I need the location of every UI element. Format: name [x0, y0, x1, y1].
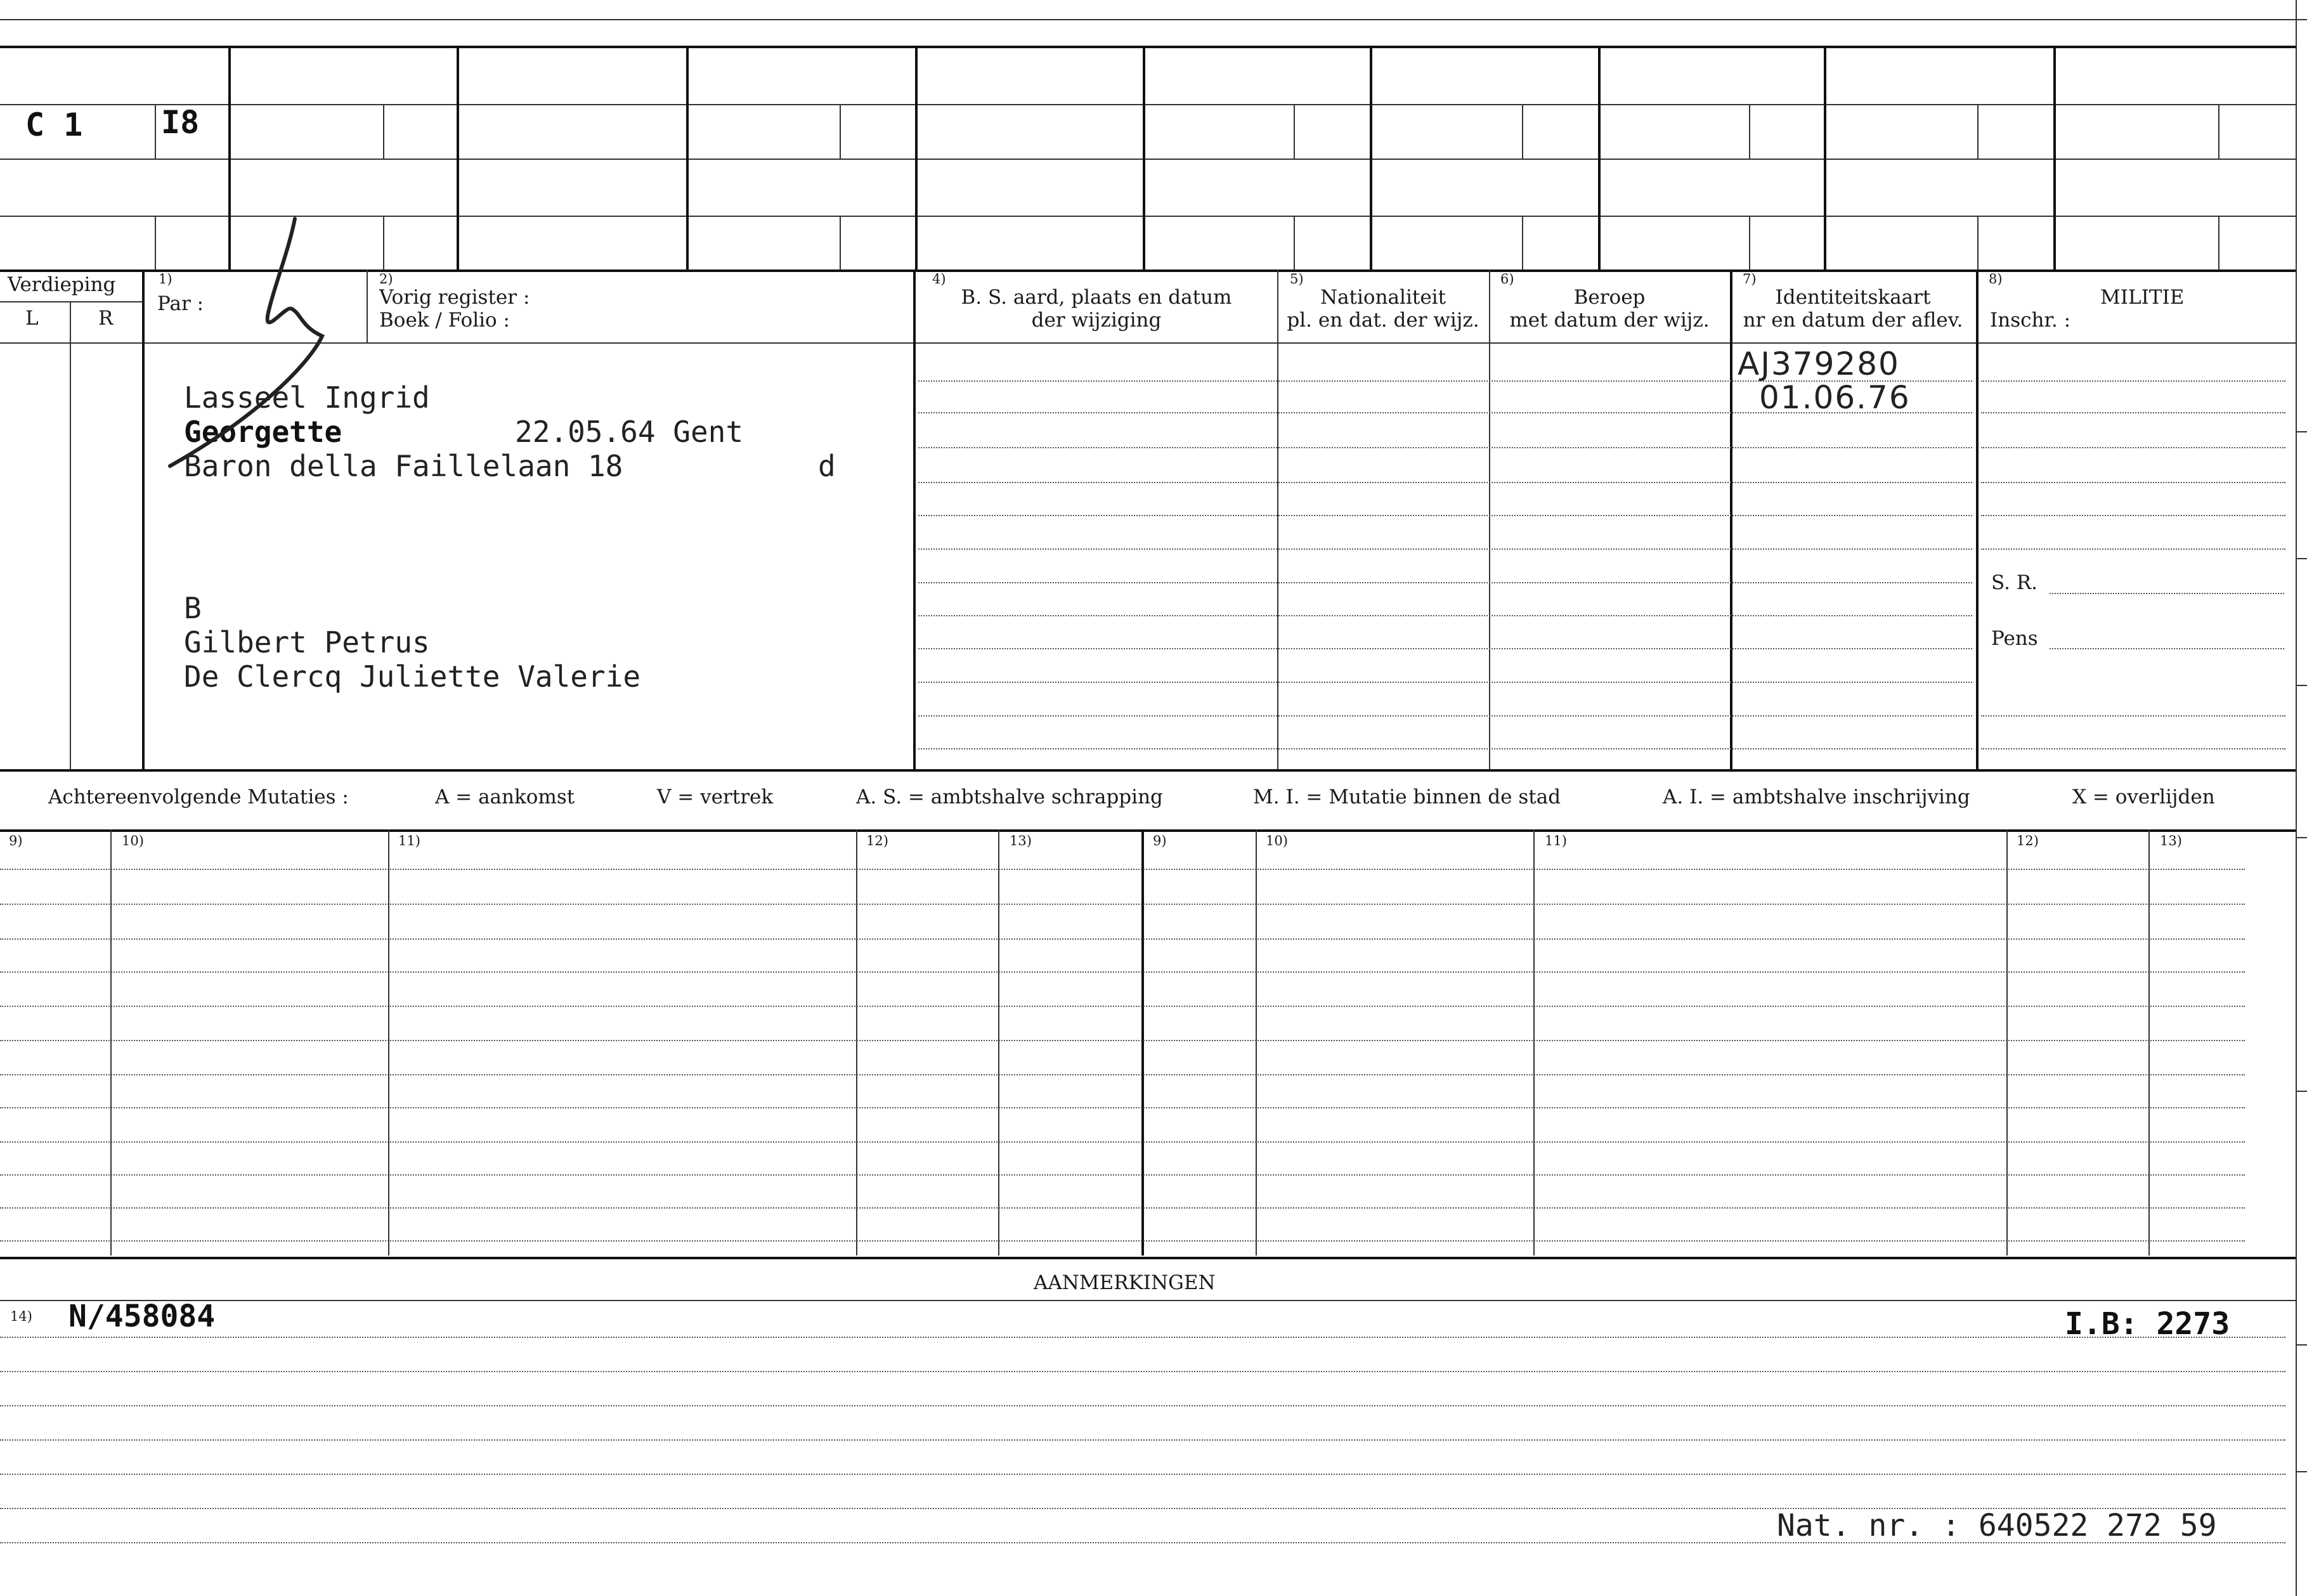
- profession-line1: Beroep: [1573, 286, 1646, 309]
- profession-header: [1490, 287, 1729, 332]
- militie-label: MILITIE: [2100, 286, 2185, 309]
- previous-register-label: Vorig register :: [379, 286, 530, 309]
- mut-left-col12: 12): [866, 833, 888, 848]
- mut-right-col9: 9): [1153, 833, 1167, 848]
- mut-left-col9: 9): [9, 833, 23, 848]
- top-edge-line: [0, 19, 2307, 20]
- ib-number: I.B: 2273: [2065, 1306, 2230, 1342]
- profession-line2: met datum der wijz.: [1509, 308, 1710, 332]
- mut-right-col12: 12): [2017, 833, 2039, 848]
- mutations-bottom-line: [0, 1257, 2296, 1259]
- sequence-code: I8: [161, 104, 200, 141]
- col2-number: 2): [379, 271, 393, 287]
- birth-date-place: 22.05.64 Gent: [515, 415, 744, 449]
- nationality-line1: Nationaliteit: [1320, 286, 1446, 309]
- person-section-bottom: [0, 769, 2296, 772]
- national-number: Nat. nr. : 640522 272 59: [1777, 1508, 2217, 1543]
- remarks-top-line: [0, 1300, 2296, 1301]
- mut-right-col10: 10): [1266, 833, 1288, 848]
- col1-number: 1): [159, 271, 172, 287]
- civil-status-header: [916, 287, 1277, 332]
- col5-number: 5): [1290, 271, 1304, 287]
- col8-number: 8): [1989, 271, 2003, 287]
- mutations-top-line: [0, 829, 2296, 832]
- id-card-number: AJ379280: [1738, 346, 1900, 382]
- mut-left-col13: 13): [1010, 833, 1032, 848]
- remarks-number: 14): [10, 1309, 32, 1324]
- person-given-name: Georgette: [184, 415, 342, 449]
- remarks-code: N/458084: [68, 1299, 216, 1334]
- legend-internal-move: M. I. = Mutatie binnen de stad: [1253, 786, 1561, 808]
- address-mark: d: [818, 449, 836, 483]
- pens-label: Pens: [1991, 627, 2038, 650]
- mut-right-col13: 13): [2160, 833, 2182, 848]
- parents-code: B: [184, 591, 202, 625]
- address: Baron della Faillelaan 18: [184, 449, 623, 483]
- person-name: Lasseel Ingrid: [184, 380, 430, 415]
- legend-arrival: A = aankomst: [435, 786, 575, 808]
- pen-stroke-mark: [165, 212, 342, 479]
- legend-death: X = overlijden: [2072, 786, 2215, 808]
- legend-official-removal: A. S. = ambtshalve schrapping: [856, 786, 1163, 808]
- id-card-header: [1731, 287, 1975, 332]
- remarks-title: AANMERKINGEN: [1034, 1271, 1216, 1294]
- id-card-line2: nr en datum der aflev.: [1743, 308, 1963, 332]
- mother-name: De Clercq Juliette Valerie: [184, 659, 641, 694]
- mutations-legend-title: Achtereenvolgende Mutaties :: [48, 786, 349, 808]
- civil-status-line2: der wijziging: [1031, 308, 1162, 332]
- legend-departure: V = vertrek: [657, 786, 774, 808]
- mut-right-col11: 11): [1545, 833, 1567, 848]
- inschr-label: Inschr. :: [1990, 309, 2071, 332]
- left-label: L: [25, 307, 39, 330]
- col7-number: 7): [1743, 271, 1757, 287]
- sr-label: S. R.: [1991, 571, 2038, 594]
- right-label: R: [98, 307, 114, 330]
- col6-number: 6): [1500, 271, 1514, 287]
- mut-left-col10: 10): [122, 833, 144, 848]
- floor-code: C 1: [25, 107, 83, 143]
- father-name: Gilbert Petrus: [184, 625, 430, 659]
- col4-number: 4): [932, 271, 946, 287]
- id-card-date: 01.06.76: [1759, 379, 1911, 416]
- book-folio-label: Boek / Folio :: [379, 309, 510, 332]
- par-label: Par :: [157, 292, 204, 315]
- mut-left-col11: 11): [398, 833, 420, 848]
- verdieping-label: Verdieping: [8, 273, 116, 296]
- nationality-line2: pl. en dat. der wijz.: [1287, 308, 1479, 332]
- header-bottom-line: [0, 342, 2296, 344]
- civil-status-line1: B. S. aard, plaats en datum: [961, 286, 1232, 309]
- legend-official-registration: A. I. = ambtshalve inschrijving: [1663, 786, 1970, 808]
- nationality-header: [1278, 287, 1488, 332]
- id-card-line1: Identiteitskaart: [1775, 286, 1931, 309]
